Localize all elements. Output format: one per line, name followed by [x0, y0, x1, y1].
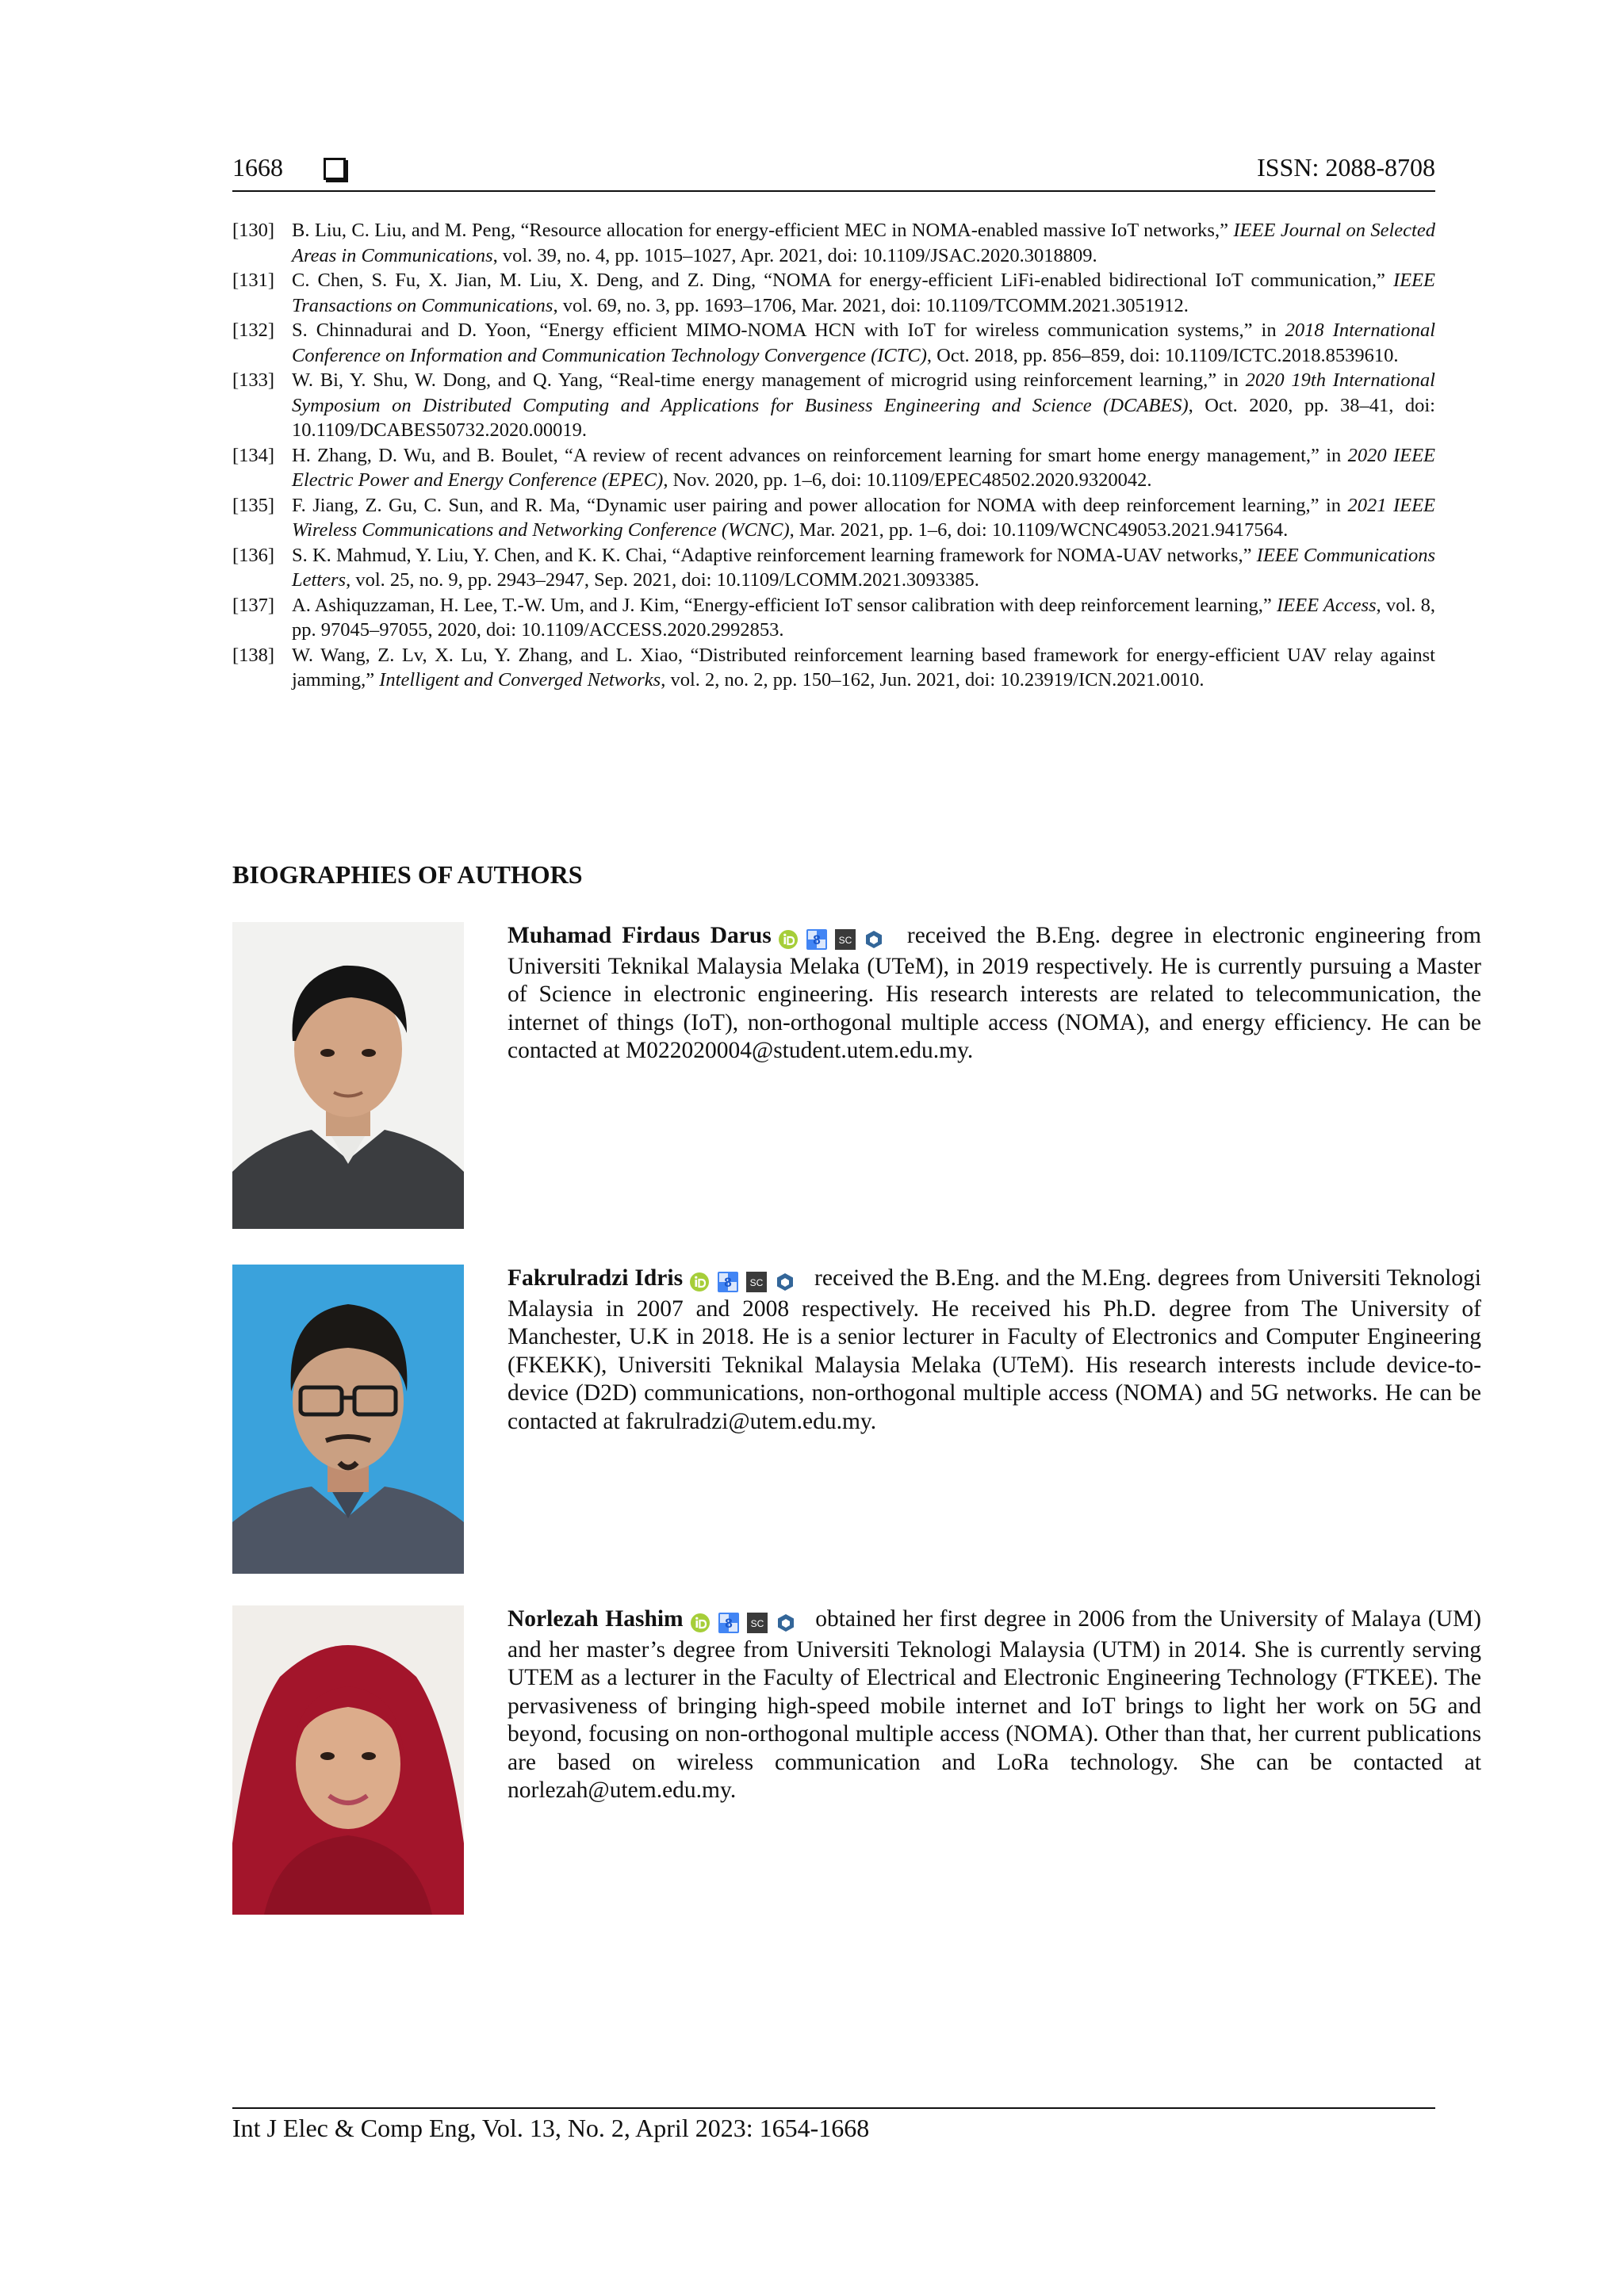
page-number: 1668: [232, 153, 283, 182]
svg-text:8: 8: [813, 932, 821, 948]
orcid-icon[interactable]: [778, 929, 799, 950]
reference-item: [135] F. Jiang, Z. Gu, C. Sun, and R. Ma, “Dynamic user pairing and power allocation for NOMA with deep reinforcement learning,” in 2021 IEEE Wireless Communications and Networking Conference (WCNC), Mar. 2021, pp. 1–6, doi: 10.1109/WCNC49053.2021.9417564.: [232, 494, 1435, 541]
svg-text:SC: SC: [749, 1277, 764, 1289]
page-header: [232, 153, 1435, 193]
bio-text: received the B.Eng. degree in electronic engineering from Universiti Teknikal Malaysia Melaka (UTeM), in 2019 respectively. He is currently pursuing a Master of Science in electronic engineering. His research interests are related to telecommunication, the internet of things (IoT), non-orthogonal multiple access (NOMA), and energy efficiency. He can be contacted at M022020004@student.utem.edu.my.: [508, 923, 1481, 1063]
checkbox-square-icon: [324, 158, 346, 180]
reference-item: [130] B. Liu, C. Liu, and M. Peng, “Resource allocation for energy-efficient MEC in NOMA-enabled massive IoT networks,” IEEE Journal on Selected Areas in Communications, vol. 39, no. 4, pp. 1015–1027, Apr. 2021, doi: 10.1109/JSAC.2020.3018809.: [232, 220, 1435, 266]
issn-label: ISSN: 2088-8708: [1257, 153, 1435, 182]
bio-text: obtained her first degree in 2006 from the University of Malaya (UM) and her master’s degree from Universiti Teknologi Malaysia (UTM) in 2014. She is currently serving UTEM as a lecturer in the Faculty of Electrical and Electronic Engineering Technology (FTKEE). The pervasiveness of bringing high-speed mobile internet and IoT brings to light her work on 5G and beyond, focusing on non-orthogonal multiple access (NOMA). Other than that, her current publications are based on wireless communication and LoRa technology. She can be contacted at norlezah@utem.edu.my.: [508, 1606, 1481, 1803]
orcid-icon[interactable]: [689, 1272, 710, 1292]
svg-text:SC: SC: [750, 1618, 764, 1630]
reference-item: [137] A. Ashiquzzaman, H. Lee, T.-W. Um, and J. Kim, “Energy-efficient IoT sensor calibration with deep reinforcement learning,” IEEE Access, vol. 8, pp. 97045–97055, 2020, doi: 10.1109/ACCESS.2020.2992853.: [232, 594, 1435, 641]
author-photo: [232, 922, 464, 1229]
reference-item: [138] W. Wang, Z. Lv, X. Lu, Y. Zhang, and L. Xiao, “Distributed reinforcement learning based framework for energy-efficient UAV relay against jamming,” Intelligent and Converged Networks, vol. 2, no. 2, pp. 150–162, Jun. 2021, doi: 10.23919/ICN.2021.0010.: [232, 644, 1435, 691]
scopus-icon[interactable]: [746, 1272, 767, 1292]
reference-list: [232, 218, 1435, 693]
author-name: Muhamad Firdaus Darus: [508, 923, 772, 948]
publons-icon[interactable]: [776, 1613, 796, 1633]
author-photo: [232, 1605, 464, 1915]
reference-item: [133] W. Bi, Y. Shu, W. Dong, and Q. Yang, “Real-time energy management of microgrid using reinforcement learning,” in 2020 19th International Symposium on Distributed Computing and Applications for Business Engineering and Science (DCABES), Oct. 2020, pp. 38–41, doi: 10.1109/DCABES50732.2020.00019.: [232, 369, 1435, 441]
svg-text:8: 8: [724, 1275, 732, 1291]
scopus-icon[interactable]: [835, 929, 856, 950]
footer-citation: Int J Elec & Comp Eng, Vol. 13, No. 2, April 2023: 1654-1668: [232, 2114, 870, 2142]
profile-badges: [690, 1608, 804, 1636]
bio-text: received the B.Eng. and the M.Eng. degrees from Universiti Teknologi Malaysia in 2007 and 2008 respectively. He received his Ph.D. degree from The University of Manchester, U.K in 2018. He is a senior lecturer in Faculty of Electronics and Computer Engineering (FKEKK), Universiti Teknikal Malaysia Melaka (UTeM). His research interests include device-to-device (D2D) communications, non-orthogonal multiple access (NOMA) and 5G networks. He can be contacted at fakrulradzi@utem.edu.my.: [508, 1265, 1481, 1434]
google-scholar-icon[interactable]: [718, 1613, 739, 1633]
svg-text:SC: SC: [838, 935, 852, 947]
publons-icon[interactable]: [775, 1272, 795, 1292]
profile-badges: [689, 1267, 803, 1295]
profile-badges: [778, 924, 892, 953]
author-photo: [232, 1265, 464, 1574]
section-title: BIOGRAPHIES OF AUTHORS: [232, 860, 583, 889]
google-scholar-icon[interactable]: [806, 929, 827, 950]
reference-item: [136] S. K. Mahmud, Y. Liu, Y. Chen, and K. K. Chai, “Adaptive reinforcement learning framework for NOMA-UAV networks,” IEEE Communications Letters, vol. 25, no. 9, pp. 2943–2947, Sep. 2021, doi: 10.1109/LCOMM.2021.3093385.: [232, 544, 1435, 591]
scopus-icon[interactable]: [747, 1613, 768, 1633]
reference-item: [132] S. Chinnadurai and D. Yoon, “Energy efficient MIMO-NOMA HCN with IoT for wireless communication systems,” in 2018 International Conference on Information and Communication Technology Convergence (ICTC), Oct. 2018, pp. 856–859, doi: 10.1109/ICTC.2018.8539610.: [232, 320, 1436, 366]
reference-item: [134] H. Zhang, D. Wu, and B. Boulet, “A review of recent advances on reinforcement learning for smart home energy management,” in 2020 IEEE Electric Power and Energy Conference (EPEC), Nov. 2020, pp. 1–6, doi: 10.1109/EPEC48502.2020.9320042.: [232, 444, 1435, 491]
publons-icon[interactable]: [864, 929, 884, 950]
author-name: Fakrulradzi Idris: [508, 1265, 684, 1291]
footer-rule: [232, 2107, 1435, 2109]
google-scholar-icon[interactable]: [718, 1272, 738, 1292]
reference-item: [131] C. Chen, S. Fu, X. Jian, M. Liu, X. Deng, and Z. Ding, “NOMA for energy-efficient LiFi-enabled bidirectional IoT communication,” IEEE Transactions on Communications, vol. 69, no. 3, pp. 1693–1706, Mar. 2021, doi: 10.1109/TCOMM.2021.3051912.: [232, 270, 1435, 316]
svg-text:8: 8: [724, 1616, 733, 1632]
author-name: Norlezah Hashim: [508, 1606, 684, 1632]
orcid-icon[interactable]: [690, 1613, 710, 1633]
header-rule: [232, 190, 1435, 192]
